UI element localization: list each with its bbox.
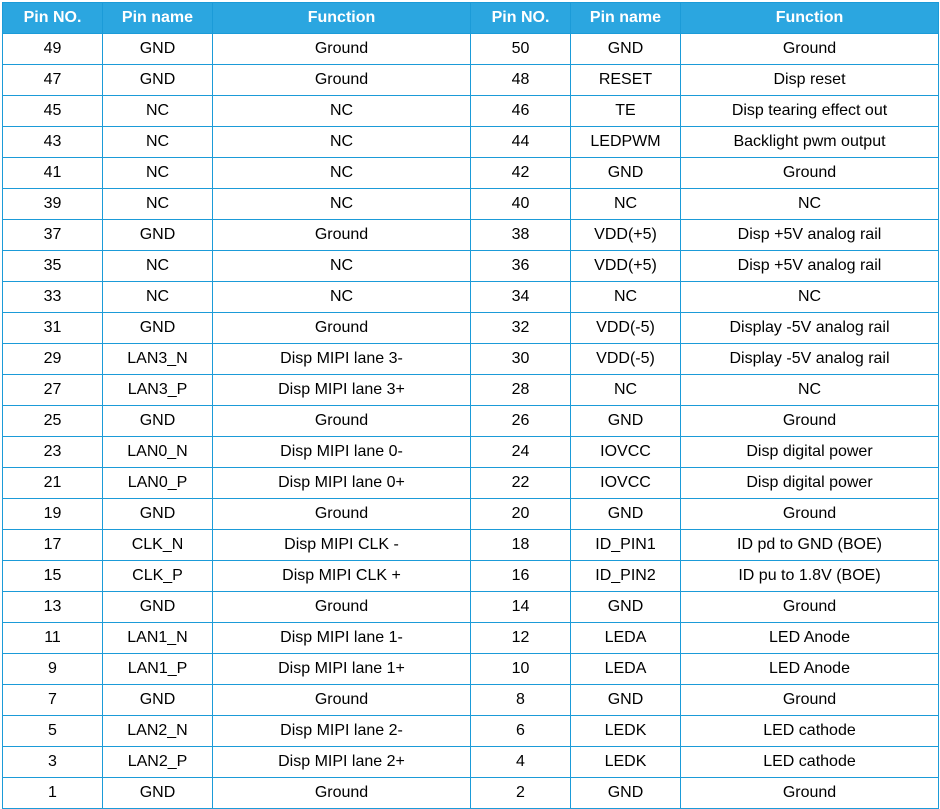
cell-pin-no-left: 21 <box>3 468 103 499</box>
header-function-right: Function <box>681 3 939 34</box>
cell-pin-name-left: LAN1_P <box>103 654 213 685</box>
cell-function-right: Ground <box>681 158 939 189</box>
cell-function-right: ID pd to GND (BOE) <box>681 530 939 561</box>
cell-pin-no-left: 1 <box>3 778 103 809</box>
cell-function-left: Ground <box>213 65 471 96</box>
cell-function-left: NC <box>213 189 471 220</box>
cell-pin-no-right: 42 <box>471 158 571 189</box>
pin-assignment-table <box>2 2 939 809</box>
cell-function-left: Disp MIPI lane 0- <box>213 437 471 468</box>
cell-pin-name-right: GND <box>571 778 681 809</box>
cell-function-right: Ground <box>681 592 939 623</box>
pinout-table-container <box>0 2 940 801</box>
cell-pin-name-right: NC <box>571 189 681 220</box>
cell-pin-no-right: 50 <box>471 34 571 65</box>
table-row <box>3 499 939 530</box>
cell-pin-no-right: 32 <box>471 313 571 344</box>
cell-pin-no-right: 38 <box>471 220 571 251</box>
cell-function-left: Disp MIPI lane 1- <box>213 623 471 654</box>
cell-pin-name-right: LEDA <box>571 623 681 654</box>
cell-function-right: LED cathode <box>681 747 939 778</box>
cell-function-left: Disp MIPI lane 3- <box>213 344 471 375</box>
cell-function-left: Disp MIPI lane 3+ <box>213 375 471 406</box>
table-body <box>3 34 939 809</box>
cell-pin-no-right: 28 <box>471 375 571 406</box>
cell-function-left: Ground <box>213 313 471 344</box>
cell-pin-name-left: LAN0_N <box>103 437 213 468</box>
cell-function-right: NC <box>681 375 939 406</box>
table-header <box>3 3 939 34</box>
table-row <box>3 251 939 282</box>
cell-pin-no-left: 39 <box>3 189 103 220</box>
header-row <box>3 3 939 34</box>
cell-pin-no-left: 47 <box>3 65 103 96</box>
cell-pin-no-left: 3 <box>3 747 103 778</box>
cell-pin-name-right: IOVCC <box>571 468 681 499</box>
cell-pin-name-right: VDD(-5) <box>571 344 681 375</box>
cell-pin-name-right: RESET <box>571 65 681 96</box>
table-row <box>3 530 939 561</box>
cell-pin-no-right: 24 <box>471 437 571 468</box>
cell-function-right: Ground <box>681 34 939 65</box>
cell-pin-name-right: LEDA <box>571 654 681 685</box>
table-row <box>3 437 939 468</box>
cell-pin-no-right: 14 <box>471 592 571 623</box>
cell-pin-name-right: IOVCC <box>571 437 681 468</box>
cell-pin-name-left: GND <box>103 313 213 344</box>
table-row <box>3 685 939 716</box>
cell-function-left: Disp MIPI lane 1+ <box>213 654 471 685</box>
cell-function-right: Backlight pwm output <box>681 127 939 158</box>
cell-pin-no-left: 23 <box>3 437 103 468</box>
cell-pin-name-right: GND <box>571 158 681 189</box>
cell-function-left: Disp MIPI lane 2- <box>213 716 471 747</box>
header-pin-name-right: Pin name <box>571 3 681 34</box>
cell-pin-name-left: GND <box>103 34 213 65</box>
cell-pin-no-left: 33 <box>3 282 103 313</box>
cell-pin-no-right: 4 <box>471 747 571 778</box>
table-row <box>3 468 939 499</box>
cell-pin-name-right: TE <box>571 96 681 127</box>
table-row <box>3 344 939 375</box>
cell-function-left: Ground <box>213 406 471 437</box>
cell-pin-no-right: 10 <box>471 654 571 685</box>
cell-pin-name-left: GND <box>103 406 213 437</box>
cell-function-left: Ground <box>213 220 471 251</box>
cell-function-right: Disp digital power <box>681 437 939 468</box>
header-pin-name-left: Pin name <box>103 3 213 34</box>
cell-pin-name-right: GND <box>571 34 681 65</box>
cell-function-left: NC <box>213 158 471 189</box>
cell-function-left: NC <box>213 282 471 313</box>
cell-function-right: NC <box>681 282 939 313</box>
cell-pin-no-right: 16 <box>471 561 571 592</box>
cell-function-left: Disp MIPI CLK + <box>213 561 471 592</box>
cell-function-right: Display -5V analog rail <box>681 313 939 344</box>
cell-function-right: ID pu to 1.8V (BOE) <box>681 561 939 592</box>
cell-function-left: Ground <box>213 685 471 716</box>
cell-pin-no-left: 37 <box>3 220 103 251</box>
cell-pin-no-left: 11 <box>3 623 103 654</box>
cell-pin-name-right: LEDK <box>571 747 681 778</box>
table-row <box>3 282 939 313</box>
cell-function-right: NC <box>681 189 939 220</box>
cell-pin-no-right: 44 <box>471 127 571 158</box>
cell-pin-name-right: ID_PIN1 <box>571 530 681 561</box>
cell-pin-name-right: GND <box>571 685 681 716</box>
cell-pin-name-left: NC <box>103 189 213 220</box>
header-function-left: Function <box>213 3 471 34</box>
cell-function-left: Ground <box>213 34 471 65</box>
cell-pin-name-right: LEDPWM <box>571 127 681 158</box>
cell-pin-no-left: 15 <box>3 561 103 592</box>
cell-pin-name-right: GND <box>571 406 681 437</box>
cell-pin-no-left: 31 <box>3 313 103 344</box>
table-row <box>3 716 939 747</box>
cell-pin-no-left: 19 <box>3 499 103 530</box>
cell-pin-no-right: 8 <box>471 685 571 716</box>
cell-function-right: Disp tearing effect out <box>681 96 939 127</box>
cell-pin-name-left: LAN2_P <box>103 747 213 778</box>
cell-pin-name-left: NC <box>103 282 213 313</box>
cell-pin-no-left: 27 <box>3 375 103 406</box>
cell-pin-no-left: 17 <box>3 530 103 561</box>
cell-pin-no-right: 26 <box>471 406 571 437</box>
cell-pin-name-left: GND <box>103 592 213 623</box>
table-row <box>3 158 939 189</box>
cell-function-right: Ground <box>681 499 939 530</box>
cell-pin-no-left: 43 <box>3 127 103 158</box>
cell-pin-name-right: ID_PIN2 <box>571 561 681 592</box>
cell-pin-name-left: NC <box>103 251 213 282</box>
cell-pin-name-right: GND <box>571 592 681 623</box>
table-row <box>3 561 939 592</box>
cell-pin-name-left: LAN1_N <box>103 623 213 654</box>
cell-pin-no-left: 5 <box>3 716 103 747</box>
cell-pin-name-left: NC <box>103 127 213 158</box>
table-row <box>3 375 939 406</box>
cell-pin-name-left: LAN3_N <box>103 344 213 375</box>
cell-function-left: Ground <box>213 778 471 809</box>
cell-pin-no-right: 12 <box>471 623 571 654</box>
cell-pin-name-left: LAN3_P <box>103 375 213 406</box>
cell-pin-name-left: NC <box>103 96 213 127</box>
cell-pin-no-left: 41 <box>3 158 103 189</box>
cell-pin-no-left: 25 <box>3 406 103 437</box>
cell-pin-name-left: GND <box>103 220 213 251</box>
cell-pin-name-right: NC <box>571 282 681 313</box>
cell-pin-no-right: 40 <box>471 189 571 220</box>
table-row <box>3 65 939 96</box>
cell-pin-name-left: NC <box>103 158 213 189</box>
cell-pin-no-right: 46 <box>471 96 571 127</box>
cell-function-right: LED Anode <box>681 623 939 654</box>
cell-function-right: Ground <box>681 685 939 716</box>
table-row <box>3 592 939 623</box>
header-pin-no-right: Pin NO. <box>471 3 571 34</box>
table-row <box>3 623 939 654</box>
cell-function-right: Disp +5V analog rail <box>681 251 939 282</box>
cell-pin-no-right: 20 <box>471 499 571 530</box>
cell-function-right: Disp reset <box>681 65 939 96</box>
cell-pin-no-left: 13 <box>3 592 103 623</box>
table-row <box>3 778 939 809</box>
cell-function-right: LED cathode <box>681 716 939 747</box>
cell-pin-no-right: 48 <box>471 65 571 96</box>
table-row <box>3 654 939 685</box>
cell-function-right: Disp digital power <box>681 468 939 499</box>
cell-function-left: NC <box>213 251 471 282</box>
cell-pin-no-right: 18 <box>471 530 571 561</box>
header-pin-no-left: Pin NO. <box>3 3 103 34</box>
cell-function-left: Disp MIPI CLK - <box>213 530 471 561</box>
table-row <box>3 96 939 127</box>
table-row <box>3 220 939 251</box>
cell-pin-no-right: 34 <box>471 282 571 313</box>
cell-pin-no-left: 35 <box>3 251 103 282</box>
cell-pin-name-right: GND <box>571 499 681 530</box>
cell-function-left: NC <box>213 96 471 127</box>
cell-pin-name-right: VDD(+5) <box>571 251 681 282</box>
cell-pin-no-left: 7 <box>3 685 103 716</box>
cell-function-right: Disp +5V analog rail <box>681 220 939 251</box>
cell-pin-name-left: CLK_P <box>103 561 213 592</box>
cell-pin-name-left: GND <box>103 685 213 716</box>
table-row <box>3 313 939 344</box>
cell-pin-name-right: VDD(-5) <box>571 313 681 344</box>
cell-pin-name-left: GND <box>103 778 213 809</box>
cell-pin-name-right: LEDK <box>571 716 681 747</box>
cell-function-left: Disp MIPI lane 2+ <box>213 747 471 778</box>
cell-pin-name-left: CLK_N <box>103 530 213 561</box>
cell-pin-name-left: GND <box>103 499 213 530</box>
cell-pin-no-right: 6 <box>471 716 571 747</box>
cell-pin-no-right: 22 <box>471 468 571 499</box>
cell-pin-no-right: 30 <box>471 344 571 375</box>
table-row <box>3 747 939 778</box>
cell-pin-name-right: NC <box>571 375 681 406</box>
cell-function-left: NC <box>213 127 471 158</box>
cell-pin-no-left: 45 <box>3 96 103 127</box>
cell-function-left: Disp MIPI lane 0+ <box>213 468 471 499</box>
cell-function-left: Ground <box>213 592 471 623</box>
cell-pin-name-left: LAN0_P <box>103 468 213 499</box>
table-row <box>3 406 939 437</box>
cell-pin-name-left: LAN2_N <box>103 716 213 747</box>
table-row <box>3 34 939 65</box>
table-row <box>3 127 939 158</box>
cell-function-left: Ground <box>213 499 471 530</box>
table-row <box>3 189 939 220</box>
cell-pin-name-right: VDD(+5) <box>571 220 681 251</box>
cell-function-right: Ground <box>681 778 939 809</box>
cell-function-right: Display -5V analog rail <box>681 344 939 375</box>
cell-pin-no-left: 29 <box>3 344 103 375</box>
cell-pin-no-left: 49 <box>3 34 103 65</box>
cell-function-right: LED Anode <box>681 654 939 685</box>
cell-function-right: Ground <box>681 406 939 437</box>
cell-pin-no-right: 36 <box>471 251 571 282</box>
cell-pin-no-right: 2 <box>471 778 571 809</box>
cell-pin-no-left: 9 <box>3 654 103 685</box>
cell-pin-name-left: GND <box>103 65 213 96</box>
